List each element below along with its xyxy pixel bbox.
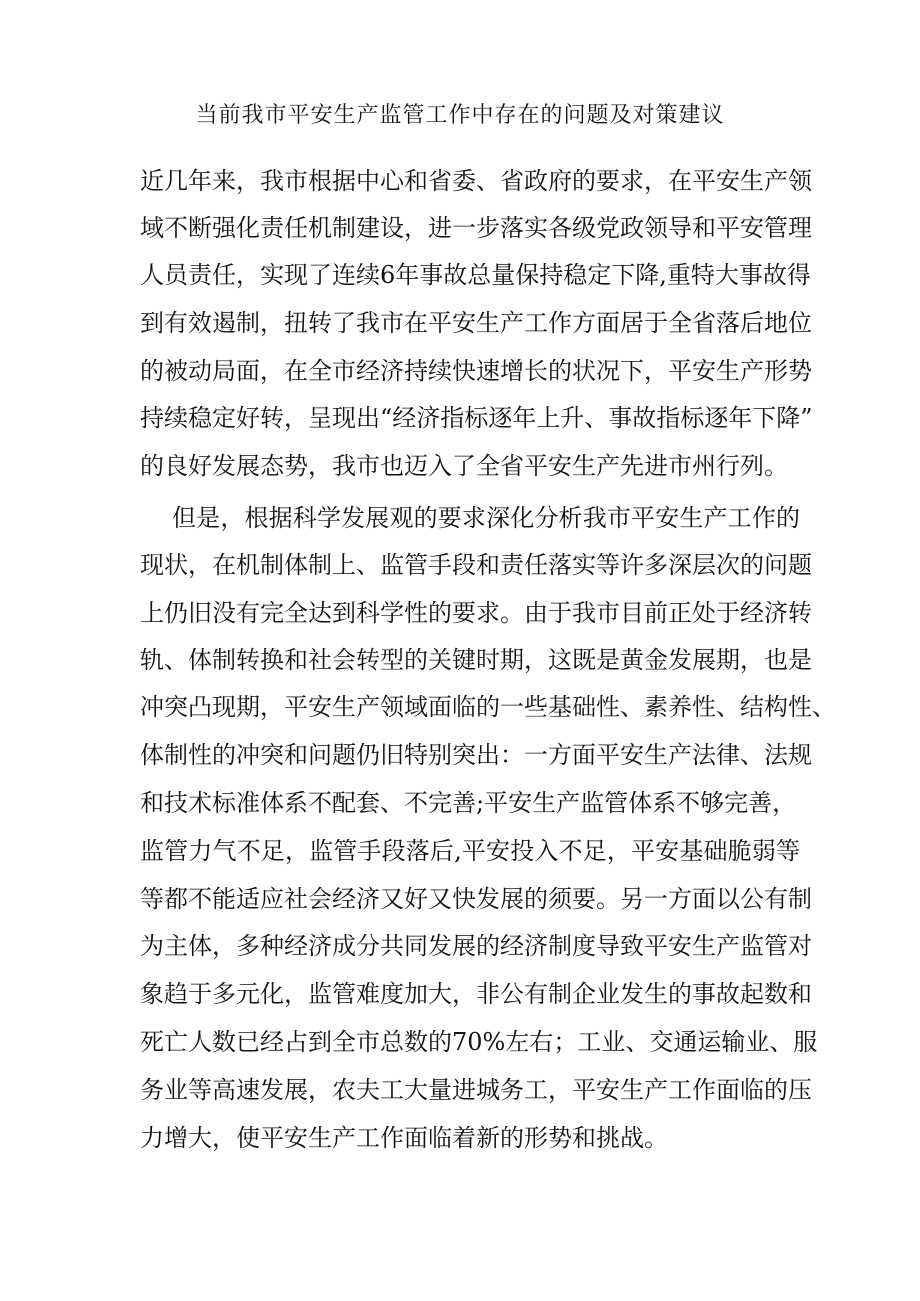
paragraph-line: 的被动局面，在全市经济持续快速增长的状况下，平安生产形势 [140,357,812,385]
paragraph-line: 务业等高速发展，农夫工大量进城务工，平安生产工作面临的压 [140,1076,812,1104]
paragraph-line: 死亡人数已经占到全市总数的70%左右；工业、交通运输业、服 [140,1028,818,1056]
paragraph-line: 但是，根据科学发展观的要求深化分析我市平安生产工作的 [172,504,800,532]
paragraph-line: 力增大，使平安生产工作面临着新的形势和挑战。 [140,1124,668,1152]
paragraph-line: 冲突凸现期，平安生产领域面临的一些基础性、素养性、结构性、 [140,693,836,721]
paragraph-line: 和技术标准体系不配套、不完善;平安生产监管体系不够完善， [140,789,797,817]
paragraph-line: 的良好发展态势，我市也迈入了全省平安生产先进市州行列。 [140,452,788,480]
paragraph-line: 持续稳定好转，呈现出“经济指标逐年上升、事故指标逐年下降” [140,404,813,432]
paragraph-line: 象趋于多元化，监管难度加大，非公有制企业发生的事故起数和 [140,980,812,1008]
document-title: 当前我市平安生产监管工作中存在的问题及对策建议 [195,103,725,128]
paragraph-line: 上仍旧没有完全达到科学性的要求。由于我市目前正处于经济转 [140,599,812,627]
paragraph-line: 近几年来，我市根据中心和省委、省政府的要求，在平安生产领 [140,167,812,195]
paragraph-line: 体制性的冲突和问题仍旧特别突出：一方面平安生产法律、法规 [140,741,812,769]
paragraph-line: 等都不能适应社会经济又好又快发展的须要。另一方面以公有制 [140,885,812,913]
paragraph-line: 监管力气不足，监管手段落后,平安投入不足，平安基础脆弱等 [140,837,800,865]
paragraph-line: 为主体，多种经济成分共同发展的经济制度导致平安生产监管对 [140,932,812,960]
paragraph-line: 到有效遏制，扭转了我市在平安生产工作方面居于全省落后地位 [140,309,812,337]
paragraph-line: 现状，在机制体制上、监管手段和责任落实等许多深层次的问题 [140,551,812,579]
paragraph-line: 域不断强化责任机制建设，进一步落实各级党政领导和平安管理 [140,214,812,242]
paragraph-line: 人员责任，实现了连续6年事故总量保持稳定下降,重特大事故得 [140,261,811,289]
paragraph-line: 轨、体制转换和社会转型的关键时期，这既是黄金发展期，也是 [140,646,812,674]
